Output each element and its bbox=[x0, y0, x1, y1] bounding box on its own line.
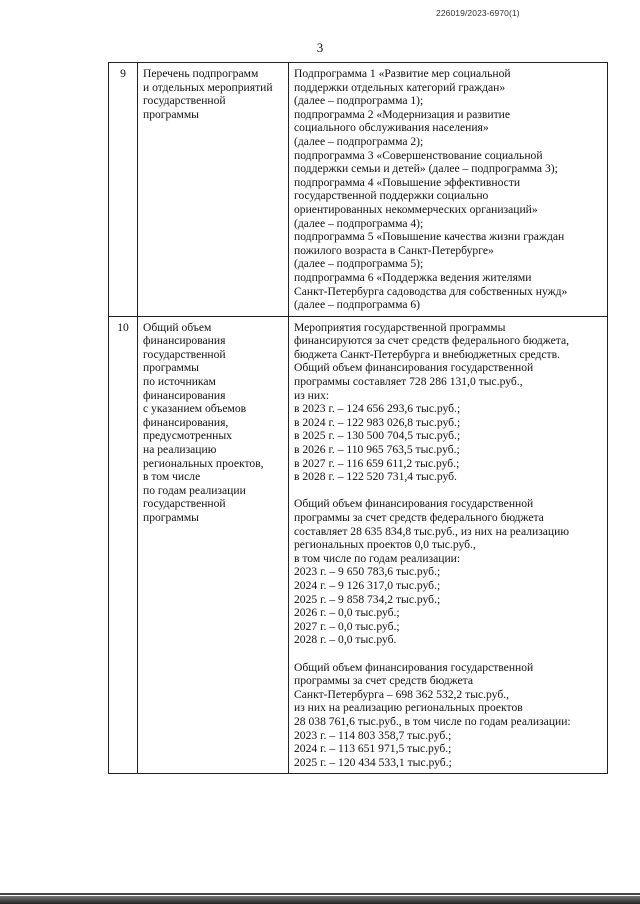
text-line: составляет 28 635 834,8 тыс.руб., из них на реализацию bbox=[294, 524, 569, 538]
text-line: программы за счет средств федерального бюджета bbox=[294, 511, 544, 524]
text-line: программы за счет средств бюджета bbox=[294, 674, 473, 688]
text-line: государственной bbox=[143, 94, 226, 108]
scan-edge-line bbox=[0, 893, 640, 895]
text-line: 2023 г. – 114 803 358,7 тыс.руб.; bbox=[294, 728, 452, 742]
program-passport-table bbox=[108, 62, 608, 774]
text-line: программы bbox=[143, 511, 199, 524]
text-line: с указанием объемов bbox=[143, 402, 247, 416]
row-number: 10 bbox=[109, 316, 138, 774]
text-line: Перечень подпрограмм bbox=[143, 67, 259, 80]
text-line: подпрограмма 4 «Повышение эффективности bbox=[294, 175, 521, 189]
text-line: и отдельных мероприятий bbox=[143, 80, 273, 94]
text-line: поддержки отдельных категорий граждан» bbox=[294, 80, 506, 94]
text-line: подпрограмма 5 «Повышение качества жизни граждан bbox=[294, 230, 565, 244]
text-line: в 2027 г. – 116 659 611,2 тыс.руб.; bbox=[294, 456, 460, 470]
text-line: государственной bbox=[143, 497, 226, 511]
text-line: программы bbox=[143, 107, 199, 121]
text-line: подпрограмма 3 «Совершенствование социальной bbox=[294, 148, 543, 162]
text-line: по источникам bbox=[143, 375, 216, 389]
text-line: в 2024 г. – 122 983 026,8 тыс.руб.; bbox=[294, 415, 461, 429]
text-line: (далее – подпрограмма 6) bbox=[294, 298, 421, 312]
text-line: государственной bbox=[143, 347, 226, 361]
scan-edge-shadow bbox=[0, 896, 640, 904]
text-line: по годам реализации bbox=[143, 483, 246, 497]
document-number: 226019/2023-6970(1) bbox=[436, 8, 520, 18]
text-line: Общий объем финансирования государственной bbox=[294, 497, 534, 511]
text-line: в 2025 г. – 130 500 704,5 тыс.руб.; bbox=[294, 429, 461, 443]
text-line: в том числе по годам реализации: bbox=[294, 551, 461, 565]
page-number: 3 bbox=[316, 40, 324, 55]
text-line: в 2028 г. – 122 520 731,4 тыс.руб. bbox=[294, 470, 457, 484]
text-line: Общий объем финансирования государственной bbox=[294, 361, 534, 375]
text-line: Санкт-Петербурга садоводства для собственных нужд» bbox=[294, 284, 568, 298]
text-line: 2023 г. – 9 650 783,6 тыс.руб.; bbox=[294, 565, 441, 579]
text-line: региональных проектов 0,0 тыс.руб., bbox=[294, 538, 476, 552]
text-line: 2025 г. – 120 434 533,1 тыс.руб.; bbox=[294, 755, 452, 769]
text-line: 28 038 761,6 тыс.руб., в том числе по годам реализации: bbox=[294, 714, 571, 728]
text-line: 2026 г. – 0,0 тыс.руб.; bbox=[294, 606, 400, 620]
text-line: 2024 г. – 9 126 317,0 тыс.руб.; bbox=[294, 578, 441, 592]
text-line: государственной поддержки социально bbox=[294, 189, 489, 203]
text-line: программы составляет 728 286 131,0 тыс.руб., bbox=[294, 375, 523, 389]
text-line: поддержки семьи и детей» (далее – подпрограмма 3); bbox=[294, 162, 558, 176]
text-line: Общий объем bbox=[143, 320, 212, 334]
text-line: подпрограмма 6 «Поддержка ведения жителями bbox=[294, 270, 532, 284]
row-content bbox=[289, 63, 608, 317]
text-line: предусмотренных bbox=[143, 429, 232, 443]
text-line: 2028 г. – 0,0 тыс.руб. bbox=[294, 633, 397, 647]
text-line: финансируются за счет средств федерального бюджета, bbox=[294, 334, 570, 348]
text-line: пожилого возраста в Санкт-Петербурге» bbox=[294, 243, 494, 257]
row-title bbox=[138, 63, 289, 317]
text-line: (далее – подпрограмма 1); bbox=[294, 94, 424, 108]
row-title bbox=[138, 316, 289, 774]
table-row-9 bbox=[109, 63, 608, 317]
text-line: 2025 г. – 9 858 734,2 тыс.руб.; bbox=[294, 592, 441, 606]
text-line: социального обслуживания населения» bbox=[294, 121, 489, 135]
text-line: Мероприятия государственной программы bbox=[294, 320, 506, 334]
paragraph-gap bbox=[294, 484, 603, 498]
table-row-10 bbox=[109, 316, 608, 774]
text-line: Общий объем финансирования государственной bbox=[294, 660, 534, 674]
text-line: программы bbox=[143, 361, 199, 375]
text-line: в 2026 г. – 110 965 763,5 тыс.руб.; bbox=[294, 443, 460, 457]
paragraph-gap bbox=[294, 647, 603, 661]
text-line: региональных проектов, bbox=[143, 456, 264, 470]
text-line: финансирования, bbox=[143, 415, 229, 429]
text-line: из них: bbox=[294, 388, 330, 402]
text-line: (далее – подпрограмма 5); bbox=[294, 257, 424, 271]
text-line: Санкт-Петербурга – 698 362 532,2 тыс.руб., bbox=[294, 687, 510, 701]
text-line: 2024 г. – 113 651 971,5 тыс.руб.; bbox=[294, 742, 452, 756]
text-line: финансирования bbox=[143, 388, 226, 402]
text-line: ориентированных некоммерческих организаций» bbox=[294, 202, 538, 216]
text-line: на реализацию bbox=[143, 443, 217, 457]
text-line: подпрограмма 2 «Модернизация и развитие bbox=[294, 107, 511, 121]
row-number: 9 bbox=[109, 63, 138, 317]
text-line: (далее – подпрограмма 2); bbox=[294, 134, 424, 148]
text-line: бюджета Санкт-Петербурга и внебюджетных средств. bbox=[294, 347, 560, 361]
row-content bbox=[289, 316, 608, 774]
text-line: в том числе bbox=[143, 470, 201, 484]
text-line: в 2023 г. – 124 656 293,6 тыс.руб.; bbox=[294, 402, 461, 416]
text-line: Подпрограмма 1 «Развитие мер социальной bbox=[294, 67, 511, 80]
text-line: (далее – подпрограмма 4); bbox=[294, 216, 424, 230]
text-line: 2027 г. – 0,0 тыс.руб.; bbox=[294, 619, 400, 633]
text-line: из них на реализацию региональных проектов bbox=[294, 701, 523, 715]
text-line: финансирования bbox=[143, 334, 226, 348]
